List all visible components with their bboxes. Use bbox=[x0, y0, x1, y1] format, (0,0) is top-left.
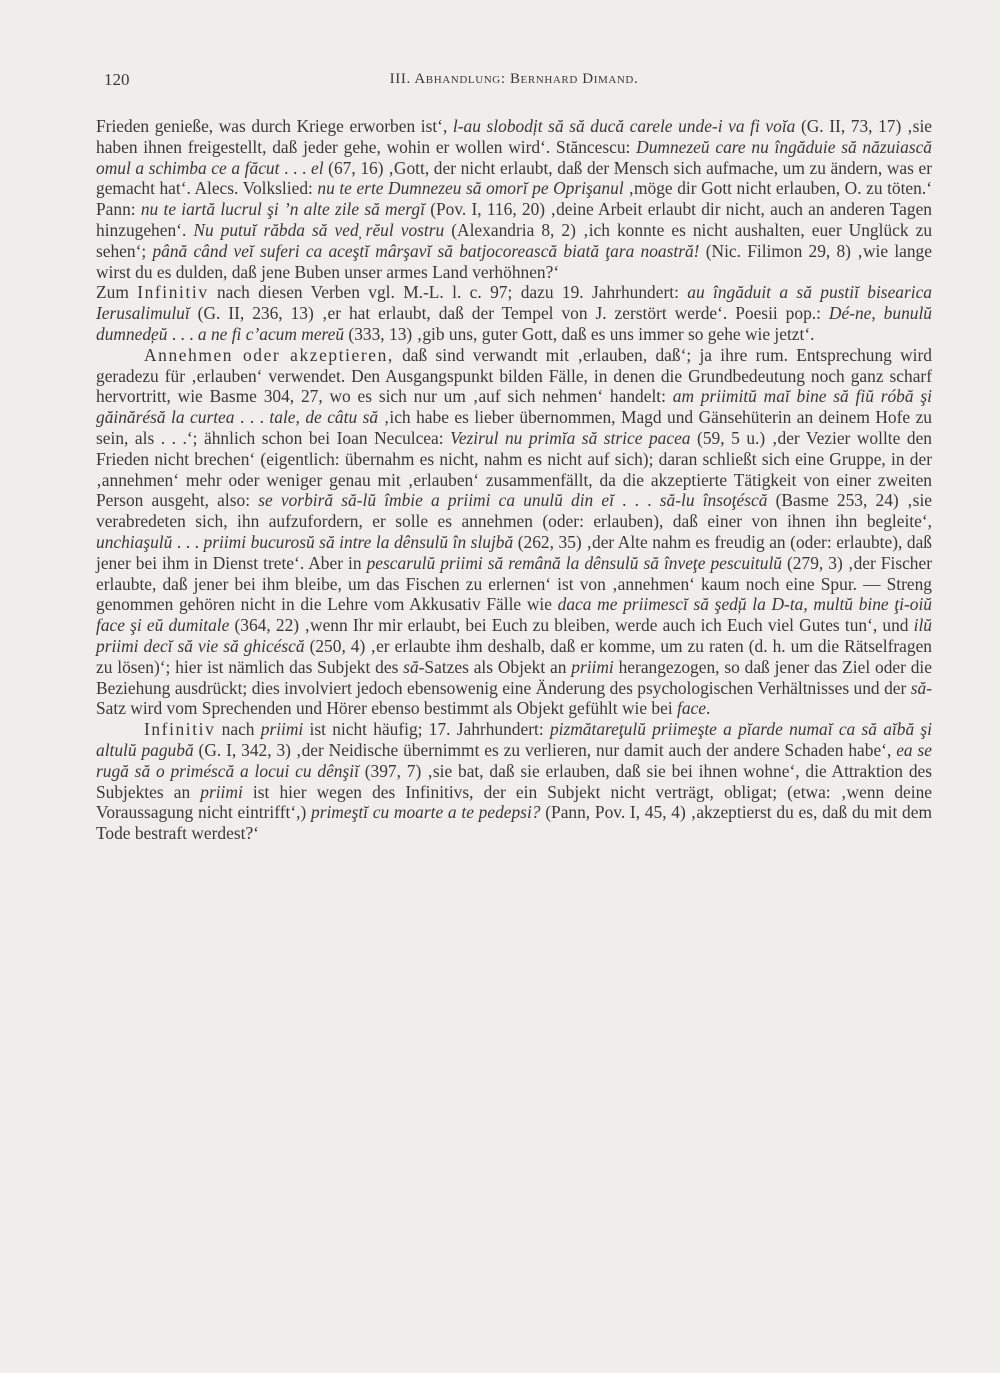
paragraph-4: Infinitiv nach priimi ist nicht häufig; 17. Jahrhundert: pizmătareţulŭ priimeşte a pĭarde numaĭ ca să aĭbă şi altulŭ pagubă (G. I, 342, 3) ‚der Neidische übernimmt es zu verlieren, nur damit auch der andere Schaden habe‘, ea se rugă să o priméscă a locui cu dênşiĭ (397, 7) ‚sie bat, daß sie erlauben, daß sie bei ihnen wohne‘, die Attraktion des Subjektes an priimi ist hier wegen des Infinitivs, der ein Subjekt nicht verträgt, obligat; (etwa: ‚wenn deine Voraussagung nicht eintrifft‘,) primeştĭ cu moarte a te pedepsi? (Pann, Pov. I, 45, 4) ‚akzeptierst du es, daß du mit dem Tode bestraft werdest?‘ bbox=[96, 719, 933, 844]
running-head: III. Abhandlung: Bernhard Dimand. bbox=[389, 71, 639, 87]
paragraph-3: Annehmen oder akzeptieren, daß sind verwandt mit ‚erlauben, daß‘; ja ihre rum. Entsprechung wird geradezu für ‚erlauben‘ verwendet. Den Ausgangspunkt bilden Fälle, in denen die Grundbedeutung noch ganz scharf hervortritt, wie Basme 304, 27, wo es sich nur um ‚auf sich nehmen‘ handelt: am priimitŭ maĭ bine să fiŭ róbă şi găinărésă la curtea . . . tale, de câtu să ‚ich habe es lieber übernommen, Magd und Gänsehüterin an deinem Hofe zu sein, als . . .‘; ähnlich schon bei Ioan Neculcea: Vezirul nu primĭa să strice pacea (59, 5 u.) ‚der Vezier wollte den Frieden nicht brechen‘ (eigentlich: übernahm es nicht, nahm es nicht auf sich); daran schließt sich eine Gruppe, in der ‚annehmen‘ mehr oder weniger genau mit ‚erlauben‘ zusammenfällt, da die akzeptierte Tätigkeit von einer zweiten Person ausgeht, also: se vorbiră să-lŭ îmbie a priimi ca unulŭ din eĭ . . . să-lu însoţéscă (Basme 253, 24) ‚sie verabredeten sich, ihn aufzufordern, er solle es annehmen (oder: erlauben), daß einer von ihnen ihn begleite‘, unchiaşulŭ . . . priimi bucurosŭ să intre la dênsulŭ în slujbă (262, 35) ‚der Alte nahm es freudig an (oder: erlaubte), daß jener bei ihm in Dienst trete‘. Aber in pescarulŭ priimi să remână la dênsulŭ să înveţe pescuitulŭ (279, 3) ‚der Fischer erlaubte, daß jener bei ihm bleibe, um das Fischen zu erlernen‘ ist von ‚annehmen‘ kaum noch eine Spur. — Streng genommen gehören nicht in die Lehre vom Akkusativ Fälle wie daca me priimescĭ să şed̦ŭ la D-ta, multŭ bine ţi-oiŭ face şi eŭ dumitale (364, 22) ‚wenn Ihr mir erlaubt, bei Euch zu bleiben, werde auch ich Euch viel Gutes tun‘, und ilŭ priimi decĭ să vie să ghicéscă (250, 4) ‚er erlaubte ihm deshalb, daß er komme, um zu raten (d. h. um die Rätselfragen zu lösen)‘; hier ist nämlich das Subjekt des să-Satzes als Objekt an priimi herangezogen, so daß jener das Ziel oder die Beziehung ausdrückt; dies involviert jedoch ebensowenig eine Änderung des psychologischen Verhältnisses und der să-Satz wird vom Sprechenden und Hörer ebenso bestimmt als Objekt gefühlt wie bei face. bbox=[96, 344, 933, 719]
paragraph-2: Zum Infinitiv nach diesen Verben vgl. M.-L. l. c. 97; dazu 19. Jahrhundert: au îngăduit a să pustiĭ bisearica Ierusalimuluĭ (G. II, 236, 13) ‚er hat erlaubt, daß der Tempel von J. zerstört werde‘. Poesii pop.: Dé-ne, bunulŭ dumned̦eŭ . . . a ne fi c’acum mereŭ (333, 13) ‚gib uns, guter Gott, daß es uns immer so gehe wie jetzt‘. bbox=[96, 282, 932, 344]
page-number: 120 bbox=[104, 70, 130, 89]
page-header bbox=[96, 70, 932, 100]
body-text bbox=[96, 116, 932, 844]
paragraph-1: Frieden genieße, was durch Kriege erworben ist‘, l-au slobod̦it să să ducă carele unde-i va fi voĭa (G. II, 73, 17) ‚sie haben ihnen freigestellt, daß jeder gehe, wohin er wollen wird‘. Stăncescu: Dumnezeŭ care nu îngăduie să năzuiască omul a schimba ce a făcut . . . el (67, 16) ‚Gott, der nicht erlaubt, daß der Mensch sich aufmache, um zu ändern, was er gemacht hat‘. Alecs. Volkslied: nu te erte Dumnezeu să omorĭ pe Oprişanul ‚möge dir Gott nicht erlauben, O. zu töten.‘ Pann: nu te iartă lucrul şi ’n alte zile să mergĭ (Pov. I, 116, 20) ‚deine Arbeit erlaubt dir nicht, auch an anderen Tagen hinzugehen‘. Nu putuĭ răbda să ved̦ rĕul vostru (Alexandria 8, 2) ‚ich konnte es nicht aushalten, euer Unglück zu sehen‘; până când veĭ suferi ca aceştĭ mârşavĭ să batjocorească biată ţara noastră! (Nic. Filimon 29, 8) ‚wie lange wirst du es dulden, daß jene Buben unser armes Land verhöhnen?‘ bbox=[96, 116, 933, 282]
